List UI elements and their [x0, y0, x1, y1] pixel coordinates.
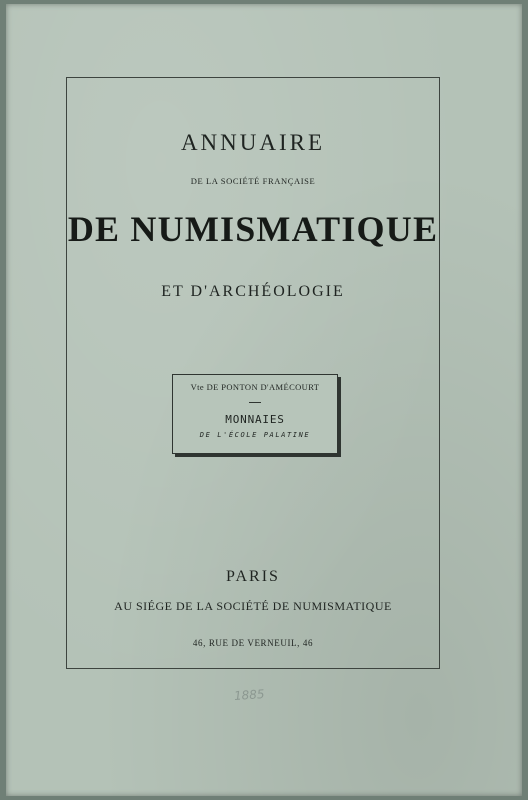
imprint-city: PARIS: [226, 568, 280, 585]
imprint-address: 46, RUE DE VERNEUIL, 46: [192, 638, 314, 648]
cover-subtitle-societe: DE LA SOCIÉTÉ FRANÇAISE: [190, 176, 316, 186]
book-cover: [6, 4, 522, 796]
handwritten-year: 1885: [233, 686, 265, 704]
label-subtitle: DE L'ÉCOLE PALATINE: [199, 431, 311, 439]
cover-title-numismatique: DE NUMISMATIQUE: [67, 209, 439, 249]
imprint-publisher: AU SIÉGE DE LA SOCIÉTÉ DE NUMISMATIQUE: [114, 599, 392, 613]
label-title: MONNAIES: [225, 413, 285, 426]
cover-subtitle-archeologie: ET D'ARCHÉOLOGIE: [161, 283, 345, 300]
cover-frame: [66, 77, 440, 669]
title-label-box: [172, 374, 338, 454]
label-divider: [249, 402, 261, 403]
cover-title-annuaire: ANNUAIRE: [180, 130, 326, 155]
label-author: Vte DE PONTON D'AMÉCOURT: [190, 382, 320, 392]
